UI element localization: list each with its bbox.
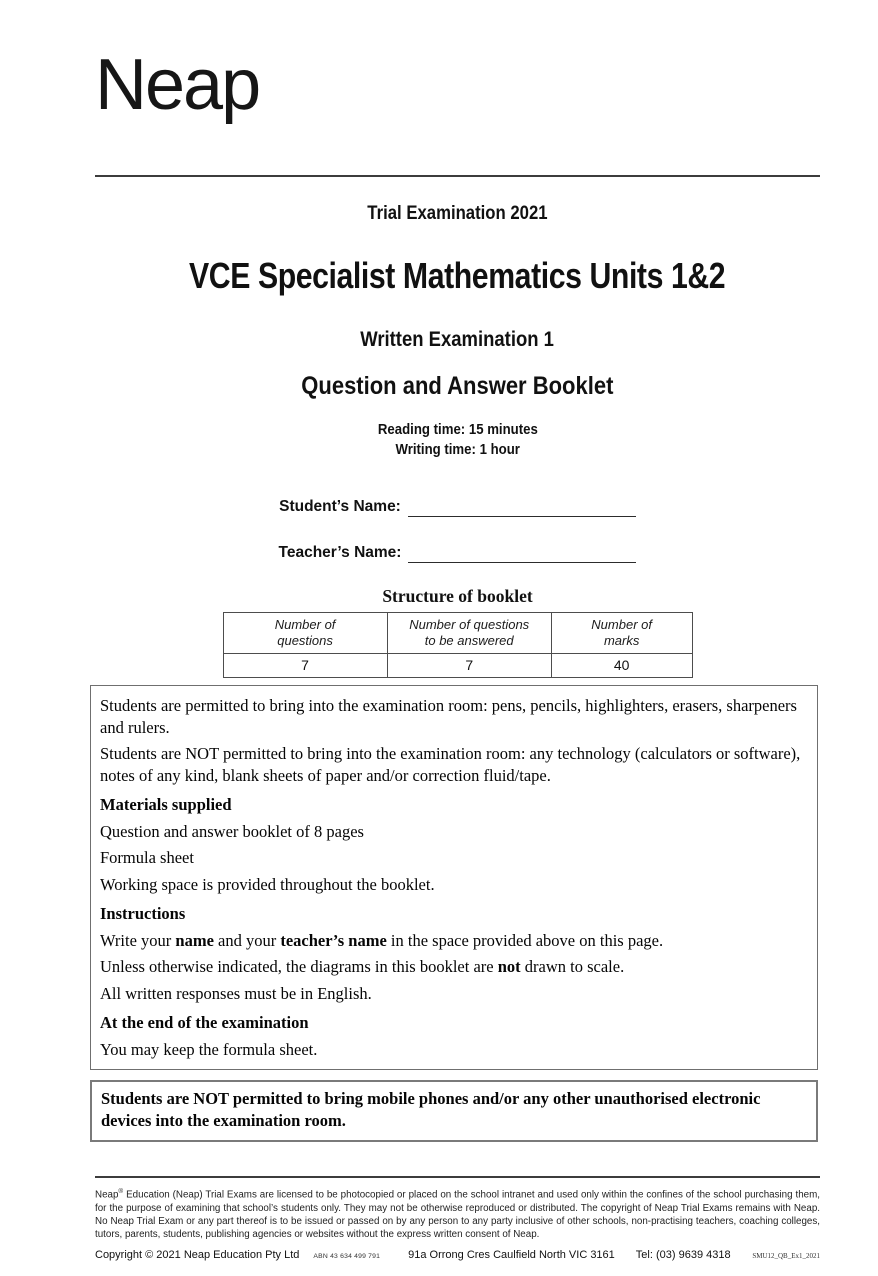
abn-text: ABN 43 634 499 791 [313, 1252, 381, 1260]
col-header-num-marks: Number of marks [551, 613, 692, 654]
end-of-exam-text: You may keep the formula sheet. [100, 1039, 318, 1059]
address-text: 91a Orrong Cres Caulfield North VIC 3161 [408, 1248, 615, 1261]
end-of-exam-heading: At the end of the examination [100, 1013, 309, 1032]
footer-info-line [95, 1249, 820, 1261]
structure-table [223, 612, 693, 678]
value-questions-answered: 7 [387, 654, 551, 678]
mobile-phone-warning-text: Students are NOT permitted to bring mobile phones and/or any other unauthorised electronic devices into the examination room. [101, 1089, 761, 1130]
student-name-row [95, 497, 820, 517]
license-notice: Neap® Education (Neap) Trial Exams are licensed to be photocopied or placed on the school intranet and used only within the confines of the school purchasing them, for the purpose of examining that school’s students only. They may not be otherwise reproduced or distributed. The copyright of Neap Trial Exams remains with Neap. No Neap Trial Exam or any part thereof is to be issued or passed on by any person to any party inclusive of other schools, non-practising teachers, coaching colleges, tutors, parents, students, publishing agencies or websites without the express written consent of Neap. [95, 1188, 820, 1241]
neap-logo: Neap [95, 45, 260, 125]
mobile-phone-warning-box [90, 1080, 818, 1142]
page-title: VCE Specialist Mathematics Units 1&2 [189, 255, 726, 296]
written-exam-subtitle: Written Examination 1 [360, 328, 555, 351]
telephone-text: Tel: (03) 9639 4318 [635, 1248, 731, 1261]
header-rule [95, 175, 820, 177]
value-num-marks: 40 [551, 654, 692, 678]
registered-trademark-symbol: ® [118, 1188, 124, 1195]
exam-series-title: Trial Examination 2021 [367, 203, 548, 224]
exam-rules-box [90, 685, 818, 1070]
materials-supplied-heading: Materials supplied [100, 795, 232, 814]
student-name-line[interactable] [408, 500, 636, 517]
col-header-questions-answered: Number of questions to be answered [387, 613, 551, 654]
teacher-name-label: Teacher’s Name: [278, 544, 402, 561]
material-item-formula-sheet: Formula sheet [100, 848, 194, 867]
instruction-write-name: Write your name and your teacher’s name in the space provided above on this page. [100, 930, 664, 950]
main-title-row [95, 255, 820, 297]
exam-times [95, 420, 820, 460]
permitted-items-text: Students are permitted to bring into the examination room: pens, pencils, highlighters, erasers, sharpeners and rulers. [100, 696, 797, 737]
structure-table-header-row [223, 613, 692, 654]
not-permitted-items-text: Students are NOT permitted to bring into the examination room: any technology (calculators or software), notes of any kind, blank sheets of paper and/or correction fluid/tape. [100, 744, 801, 785]
document-code: SMU12_QB_Ex1_2021 [752, 1251, 820, 1260]
material-item-working-space: Working space is provided throughout the booklet. [100, 874, 435, 894]
footer-rule [95, 1176, 820, 1178]
col-header-num-questions: Number of questions [223, 613, 387, 654]
subtitle-row [95, 328, 820, 352]
reading-time: Reading time: 15 minutes [377, 421, 538, 438]
value-num-questions: 7 [223, 654, 387, 678]
instruction-english: All written responses must be in English. [100, 983, 372, 1003]
teacher-name-line[interactable] [408, 546, 636, 563]
student-name-label: Student’s Name: [279, 498, 401, 515]
booklet-title: Question and Answer Booklet [301, 372, 614, 400]
booklet-title-row [95, 372, 820, 401]
page-footer [95, 1176, 820, 1261]
structure-heading: Structure of booklet [382, 586, 533, 606]
teacher-name-row [95, 543, 820, 563]
exam-series-row [95, 203, 820, 225]
structure-table-value-row [223, 654, 692, 678]
copyright-text: Copyright © 2021 Neap Education Pty Ltd [95, 1248, 300, 1261]
writing-time: Writing time: 1 hour [395, 441, 520, 458]
instructions-heading: Instructions [100, 904, 186, 923]
instruction-diagrams: Unless otherwise indicated, the diagrams in this booklet are not drawn to scale. [100, 957, 625, 976]
material-item-booklet: Question and answer booklet of 8 pages [100, 821, 364, 841]
